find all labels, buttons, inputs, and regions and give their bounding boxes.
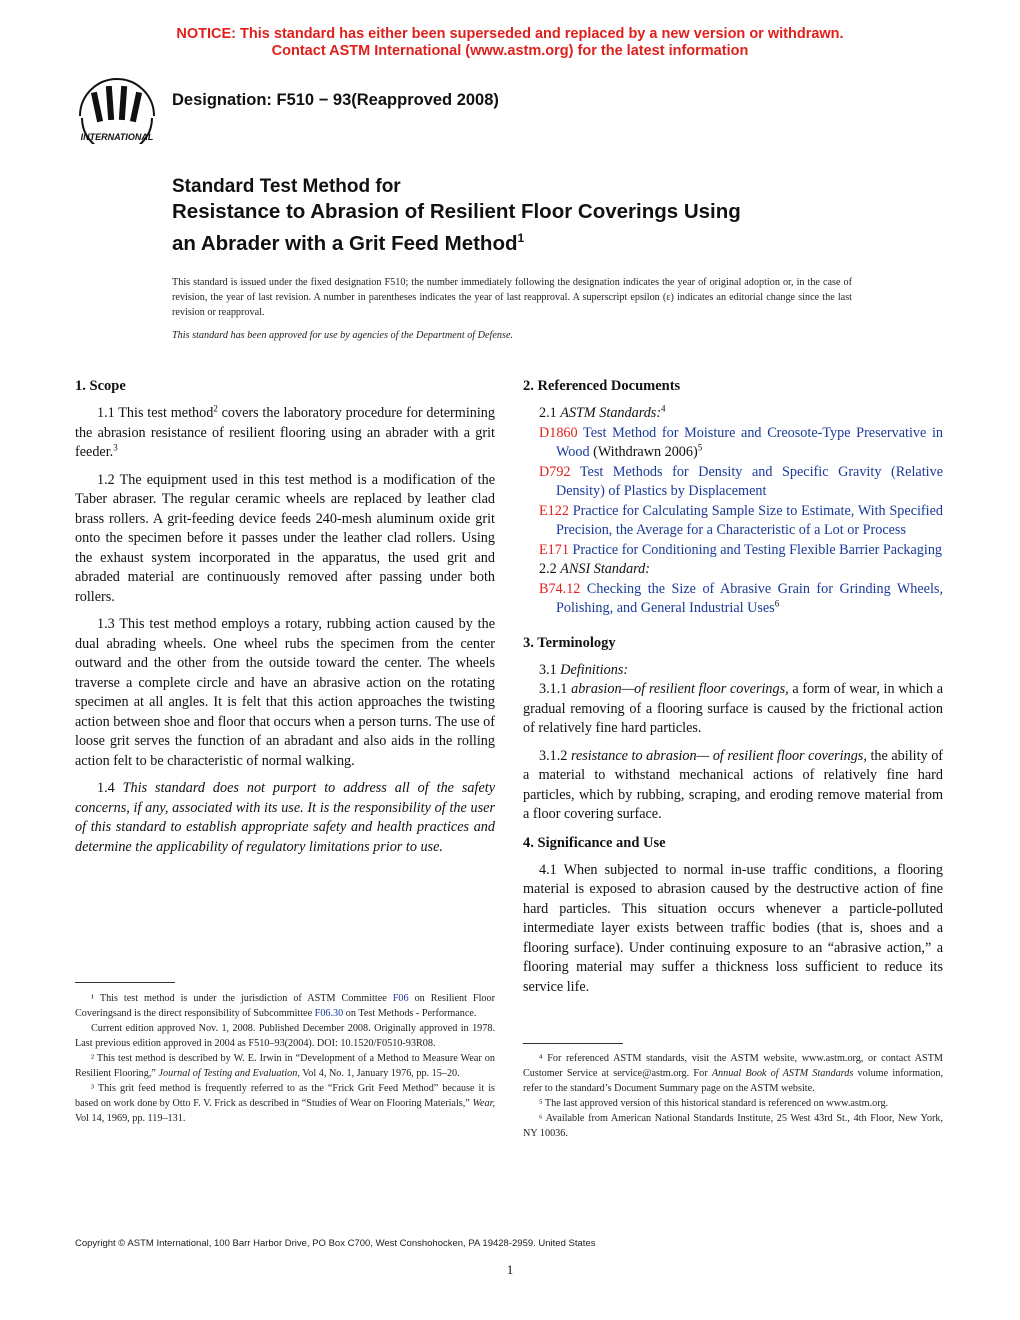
left-footnotes — [75, 991, 495, 1126]
footnote-1-edition: Current edition approved Nov. 1, 2008. Published December 2008. Originally approved in 1978. Last previous edition approved in 2004 as F510–93(2004). DOI: 10.1520/F0510-93R08. — [75, 1023, 495, 1049]
title-line-2: Resistance to Abrasion of Resilient Floor Coverings Using — [172, 200, 741, 223]
left-column — [75, 376, 495, 865]
title-line-3: an Abrader with a Grit Feed Method — [172, 231, 518, 255]
significance-heading: 4. Significance and Use — [523, 834, 666, 851]
footnote-6: ⁶ Available from American National Standards Institute, 25 West 43rd St., 4th Floor, New York, NY 10036. — [523, 1113, 943, 1139]
astm-standards-label: 2.1 ASTM Standards:$^4$ — [539, 403, 666, 421]
left-footnote-rule — [75, 982, 175, 983]
title-footnote-mark: 1 — [517, 231, 525, 245]
link-f06[interactable]: F06 — [392, 993, 409, 1004]
ref-b74-12[interactable]: B74.12 Checking the Size of Abrasive Grain for Grinding Wheels, Polishing, and General Industrial Uses$^6$ — [539, 580, 943, 616]
ref-e122[interactable]: E122 Practice for Calculating Sample Size to Estimate, With Specified Precision, the Average for a Characteristic of a Lot or Process — [539, 502, 943, 538]
astm-logo-icon — [74, 74, 164, 144]
scope-heading: 1. Scope — [75, 378, 126, 394]
right-column — [523, 376, 943, 1005]
right-footnotes — [523, 1051, 943, 1141]
notice-line-1: NOTICE: This standard has either been superseded and replaced by a new version or withdrawn. — [176, 26, 844, 42]
ref-d1860[interactable]: D1860 Test Method for Moisture and Creosote-Type Preservative in Wood (Withdrawn 2006)$^5$ — [539, 424, 943, 460]
notice-line-2[interactable]: Contact ASTM International (www.astm.org) for the latest information — [271, 42, 749, 59]
scope-para-1-4: 1.4 This standard does not purport to address all of the safety concerns, if any, associated with its use. It is the responsibility of the user of this standard to establish appropriate safety and health practices and determine the applicability of regulatory limitations prior to use. — [75, 780, 495, 855]
designation: Designation: F510 − 93(Reapproved 2008) — [172, 91, 499, 109]
footnote-2: ² This test method is described by W. E. Irwin in “Development of a Method to Measure Wear on Resilient Flooring,” Journal of Testing and Evaluation, Vol 4, No. 1, January 1976, pp. 15–20. — [75, 1053, 495, 1079]
ansi-standard-label: 2.2 ANSI Standard: — [539, 561, 650, 577]
page-number: 1 — [506, 1262, 514, 1277]
issued-statement: This standard is issued under the fixed designation F510; the number immediately following the designation indicates the year of original adoption or, in the case of revision, the year of last revision. A number in parentheses indicates the year of last reapproval. A superscript epsilon (ε) indicates an editorial change since the last revision or reapproval. — [172, 277, 852, 319]
definition-abrasion: 3.1.1 abrasion—of resilient floor coverings, a form of wear, in which a gradual removing of a flooring surface is caused by the frictional action of relatively fine hard particles. — [523, 681, 944, 736]
referenced-documents-heading: 2. Referenced Documents — [523, 378, 681, 394]
scope-para-1-3: 1.3 This test method employs a rotary, rubbing action caused by the dual abrading wheels. One wheel rubs the specimen from the center outward and the other from the outside toward the center. The wheels traverse a complete circle and have an abrasive action on the rotating specimen at all angles. It is felt that this action approaches the twisting action between shoe and floor that occurs when a person turns. The use of loose grit serves the function of an abradant and also aids in the rolling action felt to be characteristic of normal walking. — [75, 616, 495, 769]
ref-d792[interactable]: D792 Test Methods for Density and Specific Gravity (Relative Density) of Plastics by Displacement — [539, 463, 943, 499]
significance-para-4-1: 4.1 When subjected to normal in-use traffic conditions, a flooring material is exposed to abrasion caused by the destructive action of fine hard particles. This situation occurs whenever a particle-polluted intermediate layer exists between traffic bodies (that is, shoes and a flooring surface). Under continuing exposure to an “abrasive action,” a flooring material may suffer a thickness loss sufficient to reduce its service life. — [523, 861, 943, 995]
scope-para-1-1: 1.1 This test method$^2$ covers the laboratory procedure for determining the abrasion resistance of resilient flooring using an abrader with a grit feeder.$^3$ — [75, 403, 495, 460]
footnote-5: ⁵ The last approved version of this historical standard is referenced on www.astm.org. — [539, 1098, 889, 1109]
footnote-4: ⁴ For referenced ASTM standards, visit the ASTM website, www.astm.org, or contact ASTM Customer Service at service@astm.org. For Annual Book of ASTM Standards volume information, refer to the standard’s Document Summary page on the ASTM website. — [523, 1053, 943, 1094]
definitions-label: 3.1 Definitions: — [539, 661, 629, 678]
right-footnote-rule — [523, 1043, 623, 1044]
document-title — [172, 176, 872, 257]
dod-approval-statement: This standard has been approved for use by agencies of the Department of Defense. — [172, 330, 514, 341]
copyright-line: Copyright © ASTM International, 100 Barr Harbor Drive, PO Box C700, West Conshohocken, PA 19428-2959. United States — [75, 1238, 596, 1249]
footnote-1: ¹ This test method is under the jurisdiction of ASTM Committee F06 on Resilient Floor Coveringsand is the direct responsibility of Subcommittee F06.30 on Test Methods - Performance. — [75, 993, 495, 1019]
terminology-heading: 3. Terminology — [523, 634, 616, 651]
logo-text: INTERNATIONAL — [80, 132, 154, 142]
link-f06-30[interactable]: F06.30 — [314, 1008, 344, 1019]
ref-e171[interactable]: E171 Practice for Conditioning and Testing Flexible Barrier Packaging — [539, 541, 943, 558]
definition-resistance-to-abrasion: 3.1.2 resistance to abrasion— of resilient floor coverings, the ability of a material to withstand mechanical actions of relatively fine hard particles, which by rubbing, scraping, and eroding remove material from a floor covering surface. — [523, 747, 944, 822]
footnote-3: ³ This grit feed method is frequently referred to as the “Frick Grit Feed Method” because it is based on work done by Otto F. V. Frick as described in “Studies of Wear on Flooring Materials,” Wear, Vol 14, 1969, pp. 119–131. — [75, 1083, 495, 1124]
scope-para-1-2: 1.2 The equipment used in this test method is a modification of the Taber abraser. The regular ceramic wheels are replaced by leather clad brass rollers. A grit-feeding device feeds 240-mesh aluminum oxide grit onto the specimen before it passes under the leather clad rollers. Using the exhaust system incorporated in the apparatus, the used grit and abraded material are continuously removed after passing under both rollers. — [75, 471, 495, 605]
title-line-1: Standard Test Method for — [172, 176, 401, 197]
supersede-notice — [0, 26, 1020, 59]
